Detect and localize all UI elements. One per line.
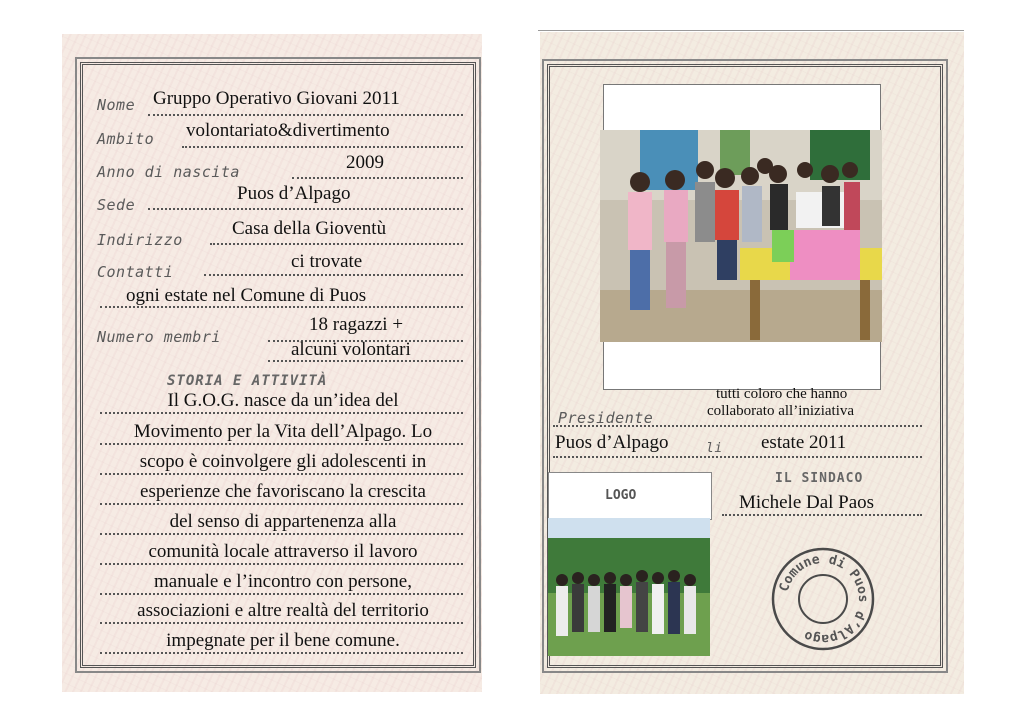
value-nome: Gruppo Operativo Giovani 2011 xyxy=(153,88,400,109)
dotted-line xyxy=(553,456,922,458)
label-sede: Sede xyxy=(97,196,136,214)
dotted-line xyxy=(148,208,463,210)
story-line: impegnate per il bene comune. xyxy=(166,630,400,651)
dotted-line xyxy=(100,622,463,624)
dotted-line xyxy=(100,503,463,505)
dotted-line xyxy=(210,243,463,245)
logo-label: LOGO xyxy=(605,488,637,503)
story-line: Il G.O.G. nasce da un’idea del xyxy=(167,390,399,411)
value-contatti-2: ogni estate nel Comune di Puos xyxy=(126,285,367,306)
dotted-line xyxy=(100,473,463,475)
story-heading: STORIA E ATTIVITÀ xyxy=(167,373,328,389)
municipal-stamp xyxy=(770,546,876,652)
svg-text:Comune di Puos d’Alpago: Comune di Puos d’Alpago xyxy=(776,551,871,647)
value-presidente-1: tutti coloro che hanno xyxy=(716,386,848,402)
dotted-line xyxy=(100,652,463,654)
story-line: esperienze che favoriscano la crescita xyxy=(140,481,426,502)
dotted-line xyxy=(204,274,463,276)
value-sede: Puos d’Alpago xyxy=(237,183,351,204)
story-line: comunità locale attraverso il lavoro xyxy=(148,541,418,562)
dotted-line xyxy=(292,177,463,179)
label-ambito: Ambito xyxy=(97,130,155,148)
value-anno: 2009 xyxy=(346,152,384,173)
label-contatti: Contatti xyxy=(97,263,174,281)
story-line: Movimento per la Vita dell’Alpago. Lo xyxy=(133,421,433,442)
dotted-line xyxy=(100,563,463,565)
story-line: del senso di appartenenza alla xyxy=(169,511,397,532)
group-photo-indoor xyxy=(600,130,882,342)
dotted-line xyxy=(100,443,463,445)
label-li: li xyxy=(706,441,723,456)
label-presidente: Presidente xyxy=(558,409,654,427)
story-line: associazioni e altre realtà del territorio xyxy=(137,600,429,621)
label-anno: Anno di nascita xyxy=(97,163,240,181)
value-contatti: ci trovate xyxy=(291,251,363,272)
dotted-line xyxy=(182,146,463,148)
value-presidente-2: collaborato all’iniziativa xyxy=(707,403,855,419)
dotted-line xyxy=(100,412,463,414)
value-place: Puos d’Alpago xyxy=(555,432,669,453)
label-nome: Nome xyxy=(97,96,136,114)
dotted-line xyxy=(100,533,463,535)
label-sindaco: IL SINDACO xyxy=(775,471,864,486)
dotted-line xyxy=(722,514,922,516)
label-numero-membri: Numero membri xyxy=(97,328,221,346)
dotted-line xyxy=(148,114,463,116)
value-sindaco: Michele Dal Paos xyxy=(739,492,875,513)
dotted-line xyxy=(100,593,463,595)
label-indirizzo: Indirizzo xyxy=(97,231,183,249)
top-rule xyxy=(538,30,964,31)
value-membri: 18 ragazzi + xyxy=(309,314,404,335)
value-date: estate 2011 xyxy=(761,432,847,453)
value-membri-2: alcuni volontari xyxy=(291,339,411,360)
story-line: manuale e l’incontro con persone, xyxy=(154,571,412,592)
value-indirizzo: Casa della Gioventù xyxy=(232,218,387,239)
value-ambito: volontariato&divertimento xyxy=(186,120,390,141)
group-photo-outdoor xyxy=(548,518,710,656)
story-line: scopo è coinvolgere gli adolescenti in xyxy=(139,451,427,472)
